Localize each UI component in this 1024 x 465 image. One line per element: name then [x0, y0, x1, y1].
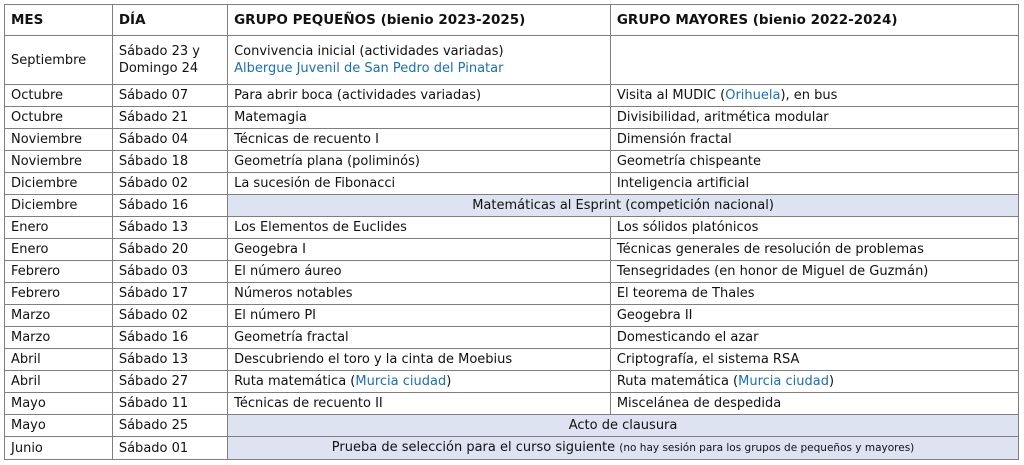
- cell-mes: Junio: [5, 437, 113, 460]
- table-row: [5, 217, 1019, 239]
- table-row: [5, 283, 1019, 305]
- location-link[interactable]: Albergue Juvenil de San Pedro del Pinatar: [234, 61, 504, 76]
- cell-dia: Sábado 20: [112, 239, 227, 261]
- shared-event-note: (no hay sesión para los grupos de pequeños y mayores): [619, 442, 915, 454]
- cell-pequenos: Números notables: [228, 283, 611, 305]
- cell-mes: Diciembre: [5, 195, 113, 217]
- dia-line: Sábado 23 y: [118, 44, 200, 59]
- cell-mes: Marzo: [5, 327, 113, 349]
- table-row: [5, 305, 1019, 327]
- calendar: [4, 4, 1019, 460]
- cell-shared-event: Acto de clausura: [228, 415, 1019, 437]
- cell-pequenos: Para abrir boca (actividades variadas): [228, 85, 611, 107]
- cell-mayores: [610, 371, 1018, 393]
- cell-pequenos: La sucesión de Fibonacci: [228, 173, 611, 195]
- cell-mayores: Geogebra II: [610, 305, 1018, 327]
- cell-mayores: Divisibilidad, aritmética modular: [610, 107, 1018, 129]
- cell-mayores: [610, 85, 1018, 107]
- cell-mes: Enero: [5, 239, 113, 261]
- cell-mayores: [610, 36, 1018, 85]
- schedule-table: [4, 4, 1019, 460]
- activity-text: Ruta matemática (: [234, 374, 356, 389]
- cell-mes: Abril: [5, 371, 113, 393]
- table-row: [5, 36, 1019, 85]
- cell-mayores: Inteligencia artificial: [610, 173, 1018, 195]
- activity-text: ): [446, 374, 452, 389]
- cell-dia: Sábado 11: [112, 393, 227, 415]
- table-row: [5, 393, 1019, 415]
- header-grupo-mayores: GRUPO MAYORES (bienio 2022-2024): [610, 5, 1018, 36]
- table-row: [5, 371, 1019, 393]
- cell-pequenos: Los Elementos de Euclides: [228, 217, 611, 239]
- cell-mes: Marzo: [5, 305, 113, 327]
- header-row: [5, 5, 1019, 36]
- table-row: [5, 239, 1019, 261]
- cell-pequenos: El número PI: [228, 305, 611, 327]
- activity-text: ), en bus: [780, 88, 838, 103]
- header-mes: MES: [5, 5, 113, 36]
- cell-mayores: Técnicas generales de resolución de problemas: [610, 239, 1018, 261]
- cell-pequenos: Descubriendo el toro y la cinta de Moebius: [228, 349, 611, 371]
- cell-dia: Sábado 16: [112, 195, 227, 217]
- cell-mes: Noviembre: [5, 129, 113, 151]
- cell-dia: Sábado 25: [112, 415, 227, 437]
- activity-text: ): [828, 374, 835, 389]
- cell-dia: Sábado 02: [112, 173, 227, 195]
- table-row: [5, 415, 1019, 437]
- cell-pequenos: Técnicas de recuento I: [228, 129, 611, 151]
- table-row: [5, 261, 1019, 283]
- cell-dia: Sábado 18: [112, 151, 227, 173]
- cell-dia: Sábado 17: [112, 283, 227, 305]
- cell-dia: Sábado 07: [112, 85, 227, 107]
- dia-line: Domingo 24: [118, 61, 199, 76]
- header-dia: DÍA: [112, 5, 227, 36]
- cell-mayores: El teorema de Thales: [610, 283, 1018, 305]
- cell-dia: Sábado 21: [112, 107, 227, 129]
- cell-pequenos: Geometría plana (poliminós): [228, 151, 611, 173]
- activity-text: Ruta matemática (: [616, 374, 739, 389]
- header-grupo-pequenos: GRUPO PEQUEÑOS (bienio 2023-2025): [228, 5, 611, 36]
- cell-mayores: Criptografía, el sistema RSA: [610, 349, 1018, 371]
- cell-dia: Sábado 13: [112, 217, 227, 239]
- cell-mes: Diciembre: [5, 173, 113, 195]
- table-row: [5, 151, 1019, 173]
- cell-pequenos: El número áureo: [228, 261, 611, 283]
- table-row: [5, 85, 1019, 107]
- cell-mes: Febrero: [5, 283, 113, 305]
- table-row: [5, 173, 1019, 195]
- cell-dia: Sábado 04: [112, 129, 227, 151]
- cell-pequenos: Geogebra I: [228, 239, 611, 261]
- cell-mes: Enero: [5, 217, 113, 239]
- cell-pequenos: Geometría fractal: [228, 327, 611, 349]
- cell-dia: [112, 36, 227, 85]
- cell-pequenos: [228, 371, 611, 393]
- cell-dia: Sábado 27: [112, 371, 227, 393]
- cell-pequenos: [228, 36, 611, 85]
- cell-mes: Noviembre: [5, 151, 113, 173]
- table-row: [5, 107, 1019, 129]
- table-row: [5, 327, 1019, 349]
- cell-dia: Sábado 16: [112, 327, 227, 349]
- cell-pequenos: Técnicas de recuento II: [228, 393, 611, 415]
- cell-dia: Sábado 02: [112, 305, 227, 327]
- table-row: [5, 437, 1019, 460]
- cell-mes: Octubre: [5, 85, 113, 107]
- cell-dia: Sábado 13: [112, 349, 227, 371]
- table-row: [5, 349, 1019, 371]
- cell-mes: Febrero: [5, 261, 113, 283]
- cell-shared-event: Matemáticas al Esprint (competición nacional): [228, 195, 1019, 217]
- location-link[interactable]: Murcia ciudad: [738, 374, 829, 389]
- location-link[interactable]: Orihuela: [725, 88, 781, 103]
- table-row: [5, 195, 1019, 217]
- cell-pequenos: Matemagia: [228, 107, 611, 129]
- activity-text: Visita al MUDIC (: [616, 88, 726, 103]
- shared-event-text: Prueba de selección para el curso siguiente: [331, 440, 616, 455]
- cell-dia: Sábado 03: [112, 261, 227, 283]
- cell-mayores: Dimensión fractal: [610, 129, 1018, 151]
- cell-mes: Octubre: [5, 107, 113, 129]
- location-link[interactable]: Murcia ciudad: [355, 374, 447, 389]
- cell-mayores: Los sólidos platónicos: [610, 217, 1018, 239]
- cell-mayores: Geometría chispeante: [610, 151, 1018, 173]
- cell-mayores: Miscelánea de despedida: [610, 393, 1018, 415]
- cell-shared-event: [228, 437, 1019, 460]
- cell-mes: Mayo: [5, 415, 113, 437]
- cell-mes: Mayo: [5, 393, 113, 415]
- cell-mayores: Domesticando el azar: [610, 327, 1018, 349]
- table-row: [5, 129, 1019, 151]
- cell-mes: Abril: [5, 349, 113, 371]
- activity-text: Convivencia inicial (actividades variadas): [234, 44, 504, 59]
- cell-mes: Septiembre: [5, 36, 113, 85]
- cell-mayores: Tensegridades (en honor de Miguel de Guzmán): [610, 261, 1018, 283]
- cell-dia: Sábado 01: [112, 437, 227, 460]
